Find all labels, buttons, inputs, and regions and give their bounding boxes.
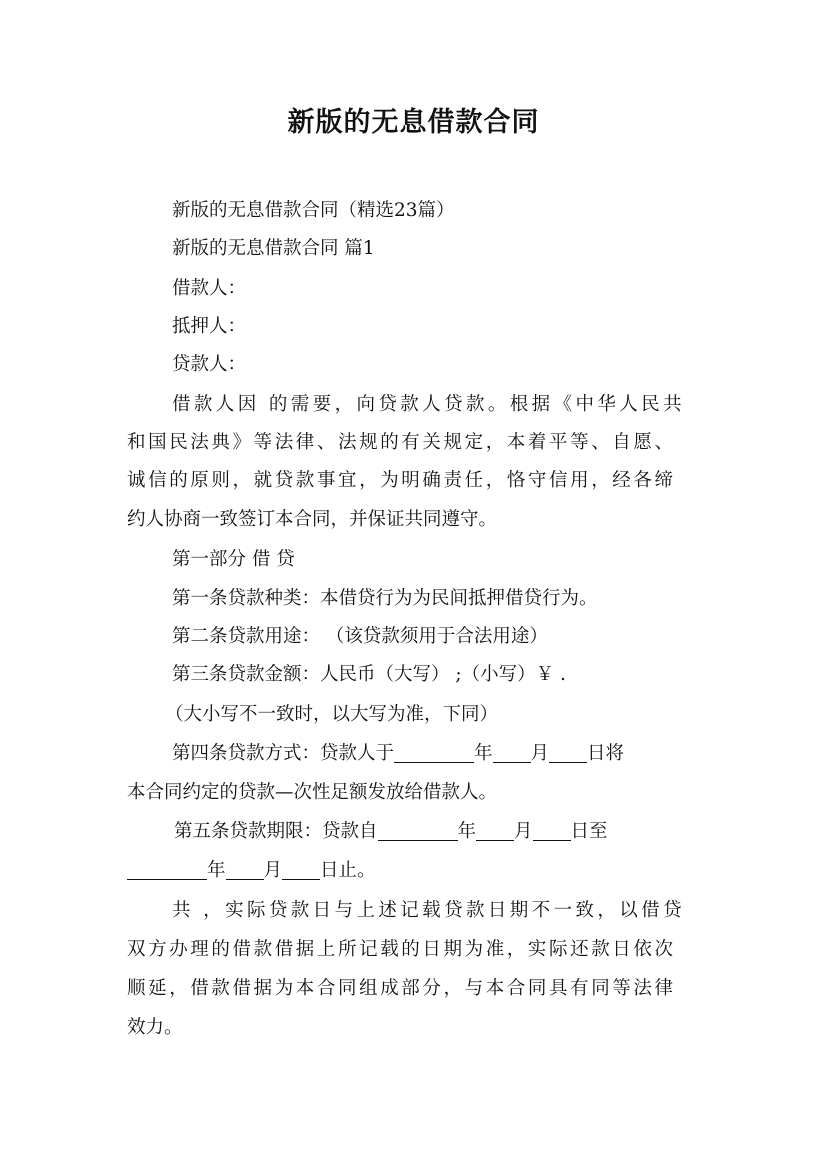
article-5-line <box>174 817 608 847</box>
day-blank <box>533 820 571 841</box>
day-suffix: 日将 <box>587 743 625 764</box>
month-blank <box>226 859 264 880</box>
year-label: 年 <box>207 860 226 881</box>
intro-paragraph-line: 诚信的原则，就贷款事宜，为明确责任，恪守信用，经各缔 <box>127 470 676 491</box>
day-blank <box>282 859 320 880</box>
article-3: 第三条贷款金额：人民币（大写） ;（小写）￥ . <box>172 664 566 685</box>
article-4-line-2: 本合同约定的贷款—次性足额发放给借款人。 <box>127 782 498 803</box>
year-blank <box>394 742 474 763</box>
year-blank <box>127 859 207 880</box>
month-blank <box>493 742 531 763</box>
mortgagor-label: 抵押人： <box>172 316 247 337</box>
section-heading: 新版的无息借款合同 篇1 <box>172 238 375 259</box>
day-blank <box>549 742 587 763</box>
document-title: 新版的无息借款合同 <box>287 107 540 138</box>
article-3-note: （大小写不一致时，以大写为准，下同） <box>165 704 499 725</box>
day-suffix: 日至 <box>570 821 608 842</box>
article-2: 第二条贷款用途： （该贷款须用于合法用途） <box>172 626 548 647</box>
article-4-prefix: 第四条贷款方式：贷款人于 <box>172 743 395 764</box>
year-blank <box>378 820 458 841</box>
article-5-line-2 <box>127 856 376 886</box>
intro-paragraph-line: 约人协商一致签订本合同，并保证共同遵守。 <box>127 509 498 530</box>
lender-label: 贷款人： <box>172 354 247 375</box>
part-one-heading: 第一部分 借 贷 <box>172 549 295 570</box>
end-label: 日止。 <box>320 860 376 881</box>
final-paragraph-line: 效力。 <box>127 1017 183 1038</box>
final-paragraph-line: 共 ，实际贷款日与上述记载贷款日期不一致，以借贷 <box>172 900 685 921</box>
borrower-label: 借款人： <box>172 278 247 299</box>
month-label: 月 <box>263 860 283 881</box>
month-label: 月 <box>514 821 533 842</box>
month-blank <box>476 820 514 841</box>
article-1: 第一条贷款种类：本借贷行为为民间抵押借贷行为。 <box>172 588 598 609</box>
article-5-prefix: 第五条贷款期限：贷款自 <box>174 821 378 842</box>
intro-paragraph-line: 和国民法典》等法律、法规的有关规定，本着平等、自愿、 <box>127 432 676 453</box>
year-label: 年 <box>474 743 493 764</box>
final-paragraph-line: 双方办理的借款借据上所记载的日期为准，实际还款日依次 <box>127 939 676 960</box>
month-label: 月 <box>530 743 550 764</box>
article-4-line <box>172 739 624 769</box>
document-subtitle: 新版的无息借款合同（精选23篇） <box>172 200 455 221</box>
year-label: 年 <box>457 821 477 842</box>
final-paragraph-line: 顺延，借款借据为本合同组成部分，与本合同具有同等法律 <box>127 978 676 999</box>
intro-paragraph-line: 借款人因 的需要，向贷款人贷款。根据《中华人民共 <box>172 394 685 415</box>
